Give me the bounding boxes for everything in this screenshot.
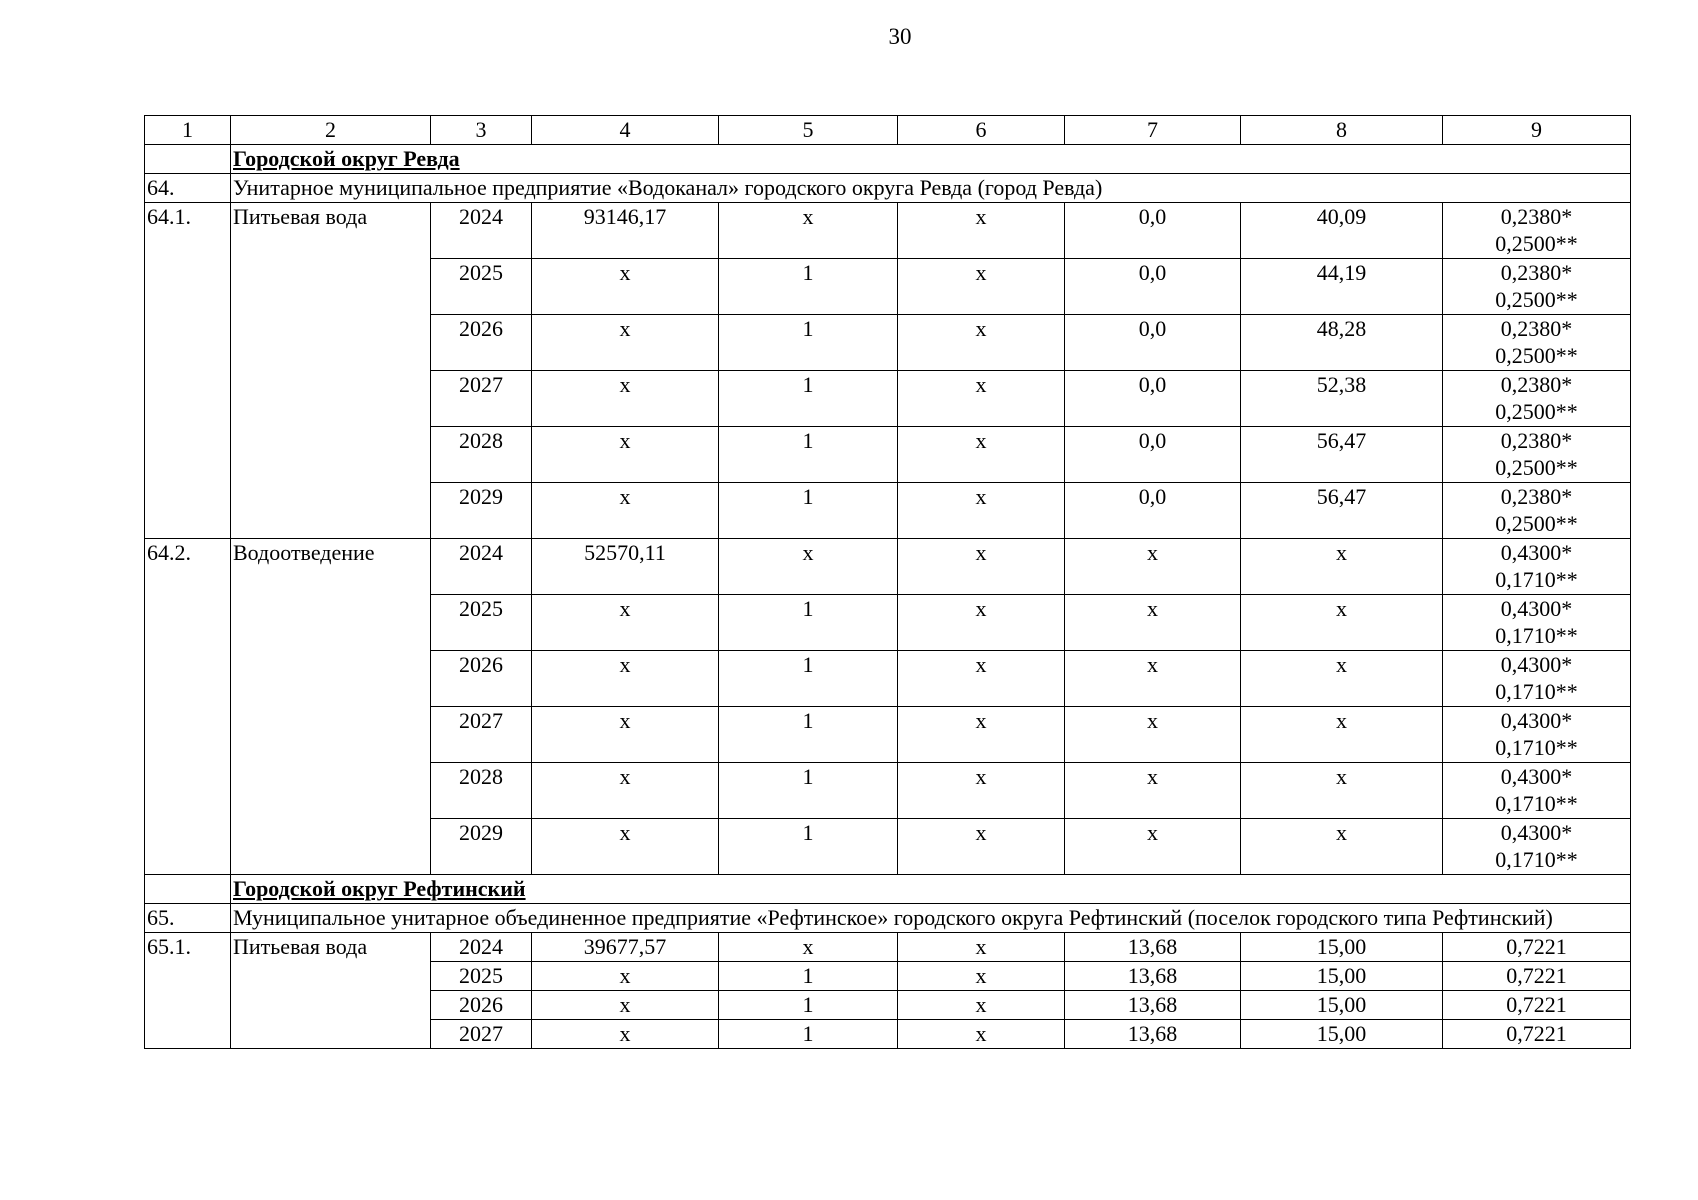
cell-c5: 1 xyxy=(719,483,898,539)
cell-c9-line1: 0,4300* xyxy=(1500,708,1573,733)
enterprise-num: 65. xyxy=(145,904,231,933)
cell-c8: х xyxy=(1241,539,1443,595)
cell-c9 xyxy=(1443,315,1631,371)
cell-year: 2027 xyxy=(431,707,532,763)
cell-c9-line1: 0,4300* xyxy=(1500,820,1573,845)
cell-c4: х xyxy=(532,483,719,539)
enterprise-name: Муниципальное унитарное объединенное предприятие «Рефтинское» городского округа Рефтинский (поселок городского типа Рефтинский) xyxy=(231,904,1631,933)
cell-c4: х xyxy=(532,651,719,707)
cell-c5: 1 xyxy=(719,962,898,991)
cell-c9 xyxy=(1443,371,1631,427)
cell-c6: х xyxy=(898,483,1065,539)
cell-c5: 1 xyxy=(719,651,898,707)
cell-c9-line1: 0,4300* xyxy=(1500,540,1573,565)
cell-c6: х xyxy=(898,651,1065,707)
cell-c7: 0,0 xyxy=(1065,483,1241,539)
cell-c5: 1 xyxy=(719,991,898,1020)
header-cell: 2 xyxy=(231,116,431,145)
enterprise-row xyxy=(145,174,1631,203)
cell-c4: 52570,11 xyxy=(532,539,719,595)
cell-c9-line1: 0,2380* xyxy=(1500,204,1573,229)
cell-c6: х xyxy=(898,763,1065,819)
cell-c4: х xyxy=(532,595,719,651)
cell-c6: х xyxy=(898,707,1065,763)
cell-year: 2026 xyxy=(431,315,532,371)
cell-c6: х xyxy=(898,595,1065,651)
service-name: Питьевая вода xyxy=(231,203,431,539)
cell-c9-line2: 0,1710** xyxy=(1495,791,1578,816)
service-name: Водоотведение xyxy=(231,539,431,875)
cell-c5: 1 xyxy=(719,595,898,651)
cell-c6: х xyxy=(898,933,1065,962)
cell-year: 2028 xyxy=(431,427,532,483)
header-cell: 9 xyxy=(1443,116,1631,145)
enterprise-row xyxy=(145,904,1631,933)
service-num: 64.2. xyxy=(145,539,231,875)
cell-c7: х xyxy=(1065,707,1241,763)
header-cell: 6 xyxy=(898,116,1065,145)
cell-c9 xyxy=(1443,707,1631,763)
cell-c6: х xyxy=(898,315,1065,371)
cell-c6: х xyxy=(898,962,1065,991)
page-number: 30 xyxy=(888,24,912,49)
cell-c9: 0,7221 xyxy=(1443,933,1631,962)
cell-c7: 0,0 xyxy=(1065,427,1241,483)
cell-c5: 1 xyxy=(719,259,898,315)
cell-c6: х xyxy=(898,539,1065,595)
cell-c9-line1: 0,2380* xyxy=(1500,484,1573,509)
cell-c8: 44,19 xyxy=(1241,259,1443,315)
cell-c7: 13,68 xyxy=(1065,1020,1241,1049)
cell-year: 2025 xyxy=(431,595,532,651)
cell-year: 2027 xyxy=(431,1020,532,1049)
cell-c9 xyxy=(1443,427,1631,483)
section-num-cell xyxy=(145,875,231,904)
cell-c9-line1: 0,2380* xyxy=(1500,428,1573,453)
cell-c5: 1 xyxy=(719,763,898,819)
cell-c9-line1: 0,2380* xyxy=(1500,372,1573,397)
table-row xyxy=(145,933,1631,962)
section-title: Городской округ Рефтинский xyxy=(233,876,526,901)
service-name: Питьевая вода xyxy=(231,933,431,1049)
cell-c8: 15,00 xyxy=(1241,1020,1443,1049)
cell-c9 xyxy=(1443,259,1631,315)
cell-year: 2027 xyxy=(431,371,532,427)
cell-year: 2024 xyxy=(431,539,532,595)
cell-c8: 52,38 xyxy=(1241,371,1443,427)
cell-c9 xyxy=(1443,763,1631,819)
header-cell: 3 xyxy=(431,116,532,145)
section-row xyxy=(145,875,1631,904)
cell-c8: 15,00 xyxy=(1241,991,1443,1020)
header-cell: 4 xyxy=(532,116,719,145)
section-cell xyxy=(231,145,1631,174)
cell-year: 2025 xyxy=(431,259,532,315)
cell-c9-line1: 0,4300* xyxy=(1500,764,1573,789)
cell-year: 2028 xyxy=(431,763,532,819)
cell-year: 2029 xyxy=(431,483,532,539)
cell-c7: 0,0 xyxy=(1065,371,1241,427)
cell-c9-line1: 0,2380* xyxy=(1500,260,1573,285)
cell-c9 xyxy=(1443,595,1631,651)
cell-c8: 48,28 xyxy=(1241,315,1443,371)
cell-c7: 0,0 xyxy=(1065,203,1241,259)
table-row xyxy=(145,203,1631,259)
cell-c9: 0,7221 xyxy=(1443,1020,1631,1049)
tariff-table xyxy=(144,115,1631,1049)
cell-c4: х xyxy=(532,427,719,483)
cell-c9-line2: 0,1710** xyxy=(1495,567,1578,592)
cell-c5: 1 xyxy=(719,819,898,875)
cell-c6: х xyxy=(898,991,1065,1020)
cell-c4: 93146,17 xyxy=(532,203,719,259)
cell-c6: х xyxy=(898,371,1065,427)
cell-c9-line1: 0,4300* xyxy=(1500,596,1573,621)
cell-c9-line2: 0,2500** xyxy=(1495,455,1578,480)
cell-c9: 0,7221 xyxy=(1443,962,1631,991)
cell-c7: 13,68 xyxy=(1065,991,1241,1020)
cell-c9 xyxy=(1443,203,1631,259)
cell-c9-line2: 0,1710** xyxy=(1495,735,1578,760)
cell-c9-line2: 0,1710** xyxy=(1495,847,1578,872)
cell-c8: х xyxy=(1241,763,1443,819)
cell-c9 xyxy=(1443,483,1631,539)
service-num: 64.1. xyxy=(145,203,231,539)
cell-c6: х xyxy=(898,203,1065,259)
cell-c4: х xyxy=(532,819,719,875)
header-cell: 1 xyxy=(145,116,231,145)
cell-c9-line2: 0,2500** xyxy=(1495,287,1578,312)
cell-c9: 0,7221 xyxy=(1443,991,1631,1020)
cell-c8: 40,09 xyxy=(1241,203,1443,259)
cell-c8: 15,00 xyxy=(1241,962,1443,991)
cell-c9 xyxy=(1443,539,1631,595)
cell-c7: х xyxy=(1065,539,1241,595)
cell-c9-line2: 0,2500** xyxy=(1495,343,1578,368)
cell-c9 xyxy=(1443,819,1631,875)
cell-c4: х xyxy=(532,707,719,763)
table-body xyxy=(145,116,1631,1049)
cell-c8: х xyxy=(1241,651,1443,707)
cell-c6: х xyxy=(898,259,1065,315)
cell-c6: х xyxy=(898,819,1065,875)
section-row xyxy=(145,145,1631,174)
cell-c5: 1 xyxy=(719,707,898,763)
cell-c4: х xyxy=(532,1020,719,1049)
cell-c9-line1: 0,4300* xyxy=(1500,652,1573,677)
cell-c5: х xyxy=(719,933,898,962)
cell-c7: х xyxy=(1065,819,1241,875)
cell-c4: х xyxy=(532,371,719,427)
cell-c7: 0,0 xyxy=(1065,259,1241,315)
cell-c4: х xyxy=(532,315,719,371)
cell-c8: х xyxy=(1241,819,1443,875)
cell-c5: 1 xyxy=(719,315,898,371)
cell-c9 xyxy=(1443,651,1631,707)
cell-c5: 1 xyxy=(719,371,898,427)
cell-c9-line2: 0,1710** xyxy=(1495,623,1578,648)
section-num-cell xyxy=(145,145,231,174)
cell-c7: х xyxy=(1065,595,1241,651)
cell-c4: х xyxy=(532,962,719,991)
cell-c9-line2: 0,1710** xyxy=(1495,679,1578,704)
cell-c5: х xyxy=(719,539,898,595)
section-title: Городской округ Ревда xyxy=(233,146,460,171)
cell-year: 2025 xyxy=(431,962,532,991)
cell-c9-line1: 0,2380* xyxy=(1500,316,1573,341)
cell-c9-line2: 0,2500** xyxy=(1495,511,1578,536)
cell-c8: 56,47 xyxy=(1241,483,1443,539)
header-cell: 7 xyxy=(1065,116,1241,145)
cell-c5: х xyxy=(719,203,898,259)
cell-c7: х xyxy=(1065,651,1241,707)
enterprise-name: Унитарное муниципальное предприятие «Водоканал» городского округа Ревда (город Ревда) xyxy=(231,174,1631,203)
cell-year: 2024 xyxy=(431,203,532,259)
cell-c4: х xyxy=(532,991,719,1020)
header-cell: 8 xyxy=(1241,116,1443,145)
enterprise-num: 64. xyxy=(145,174,231,203)
cell-c6: х xyxy=(898,427,1065,483)
cell-c8: 15,00 xyxy=(1241,933,1443,962)
cell-c8: х xyxy=(1241,707,1443,763)
cell-c7: 13,68 xyxy=(1065,933,1241,962)
header-row xyxy=(145,116,1631,145)
section-cell xyxy=(231,875,1631,904)
cell-c9-line2: 0,2500** xyxy=(1495,399,1578,424)
cell-c6: х xyxy=(898,1020,1065,1049)
cell-c4: 39677,57 xyxy=(532,933,719,962)
cell-c9-line2: 0,2500** xyxy=(1495,231,1578,256)
cell-year: 2026 xyxy=(431,651,532,707)
cell-year: 2026 xyxy=(431,991,532,1020)
cell-c4: х xyxy=(532,763,719,819)
cell-c4: х xyxy=(532,259,719,315)
cell-c5: 1 xyxy=(719,1020,898,1049)
cell-c8: х xyxy=(1241,595,1443,651)
header-cell: 5 xyxy=(719,116,898,145)
cell-year: 2029 xyxy=(431,819,532,875)
cell-c7: 13,68 xyxy=(1065,962,1241,991)
cell-year: 2024 xyxy=(431,933,532,962)
service-num: 65.1. xyxy=(145,933,231,1049)
table-row xyxy=(145,539,1631,595)
cell-c7: 0,0 xyxy=(1065,315,1241,371)
cell-c8: 56,47 xyxy=(1241,427,1443,483)
cell-c7: х xyxy=(1065,763,1241,819)
cell-c5: 1 xyxy=(719,427,898,483)
